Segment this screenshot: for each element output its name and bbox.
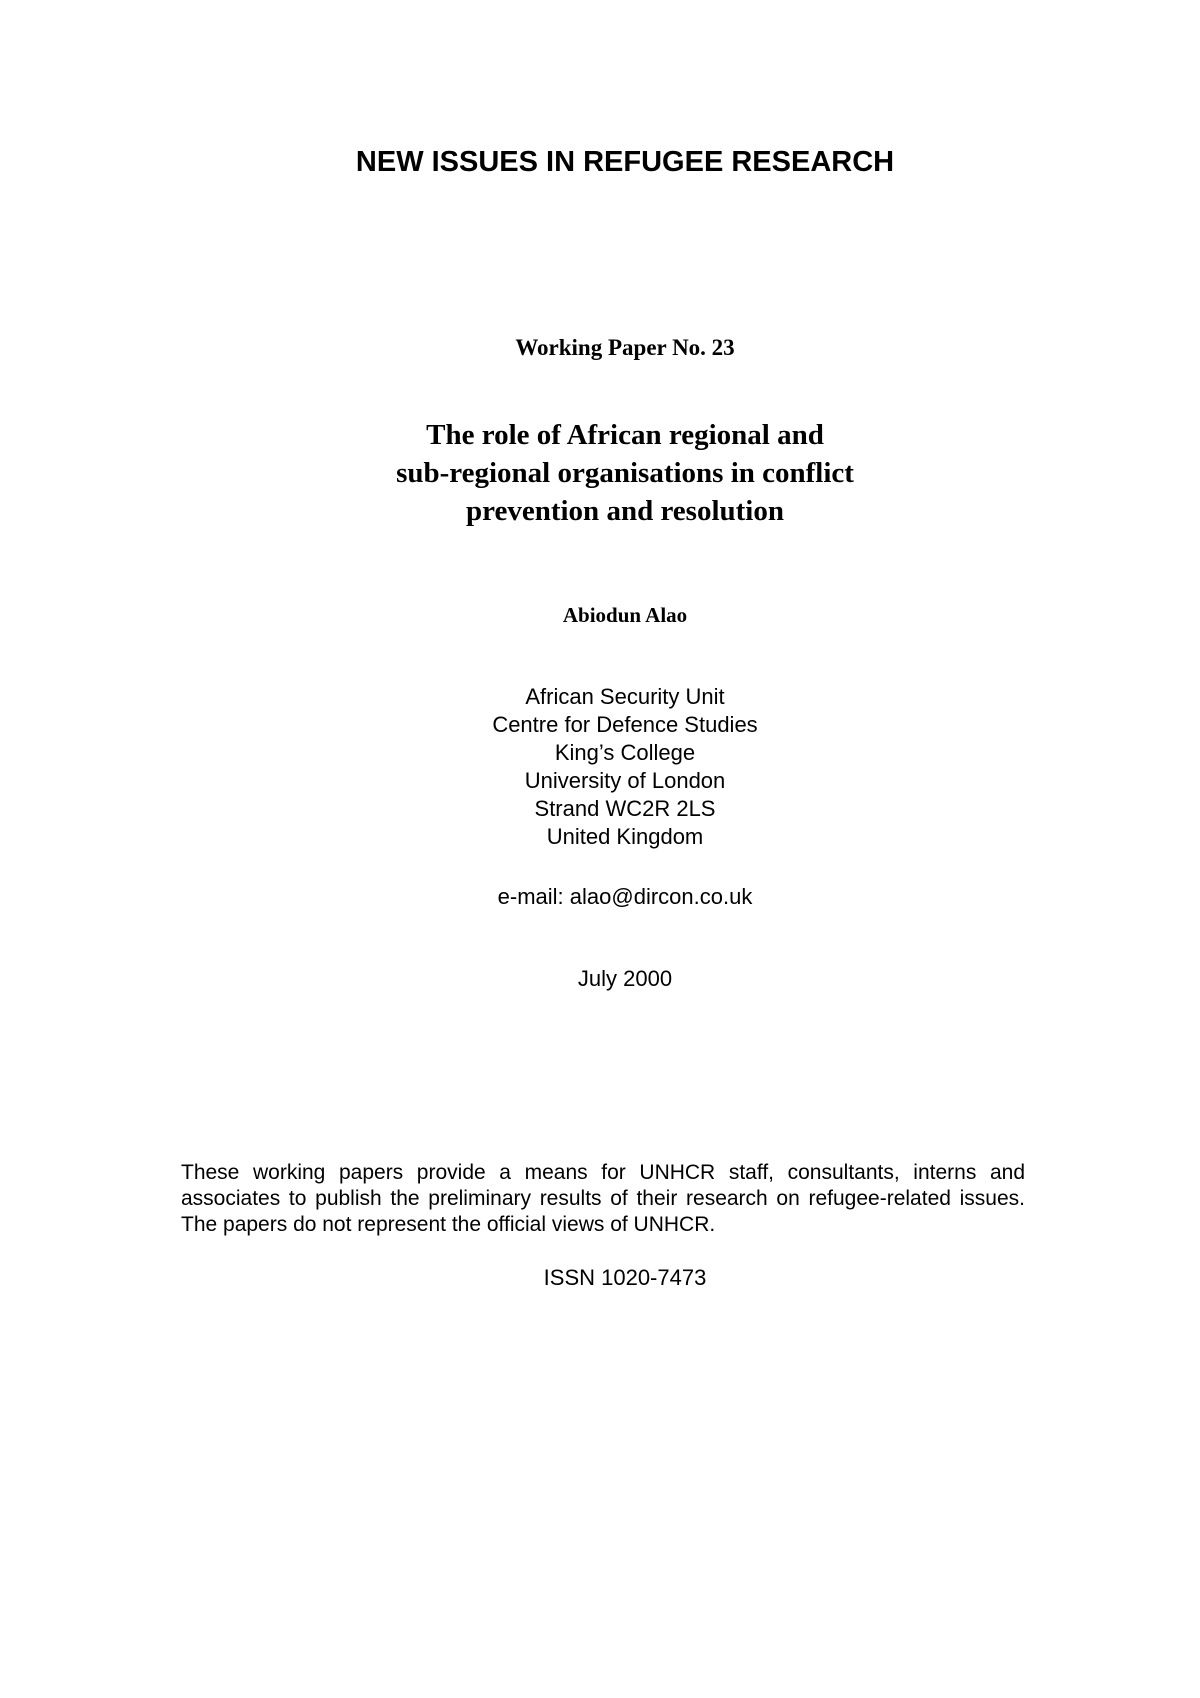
paper-title-line: The role of African regional and bbox=[426, 419, 824, 451]
author-email: e-mail: alao@dircon.co.uk bbox=[497, 884, 753, 909]
publication-date: July 2000 bbox=[577, 966, 673, 991]
issn-number: ISSN 1020-7473 bbox=[543, 1265, 707, 1290]
paper-title-line: prevention and resolution bbox=[466, 495, 784, 527]
paper-title bbox=[0, 416, 1200, 530]
author-affiliation bbox=[0, 683, 1200, 851]
affiliation-line: Strand WC2R 2LS bbox=[534, 796, 716, 821]
working-paper-number: Working Paper No. 23 bbox=[515, 335, 735, 360]
affiliation-line: King’s College bbox=[554, 740, 696, 765]
affiliation-line: African Security Unit bbox=[525, 684, 725, 709]
author-name: Abiodun Alao bbox=[562, 603, 688, 627]
affiliation-line: United Kingdom bbox=[546, 824, 704, 849]
series-title: NEW ISSUES IN REFUGEE RESEARCH bbox=[355, 146, 895, 178]
paper-title-line: sub-regional organisations in conflict bbox=[396, 457, 854, 489]
affiliation-line: University of London bbox=[524, 768, 726, 793]
affiliation-line: Centre for Defence Studies bbox=[492, 712, 758, 737]
disclaimer-paragraph: These working papers provide a means for UNHCR staff, consultants, interns and associates to publish the preliminary results of their research on refugee-related issues. The papers do not represent the official views of UNHCR. bbox=[181, 1161, 1025, 1236]
